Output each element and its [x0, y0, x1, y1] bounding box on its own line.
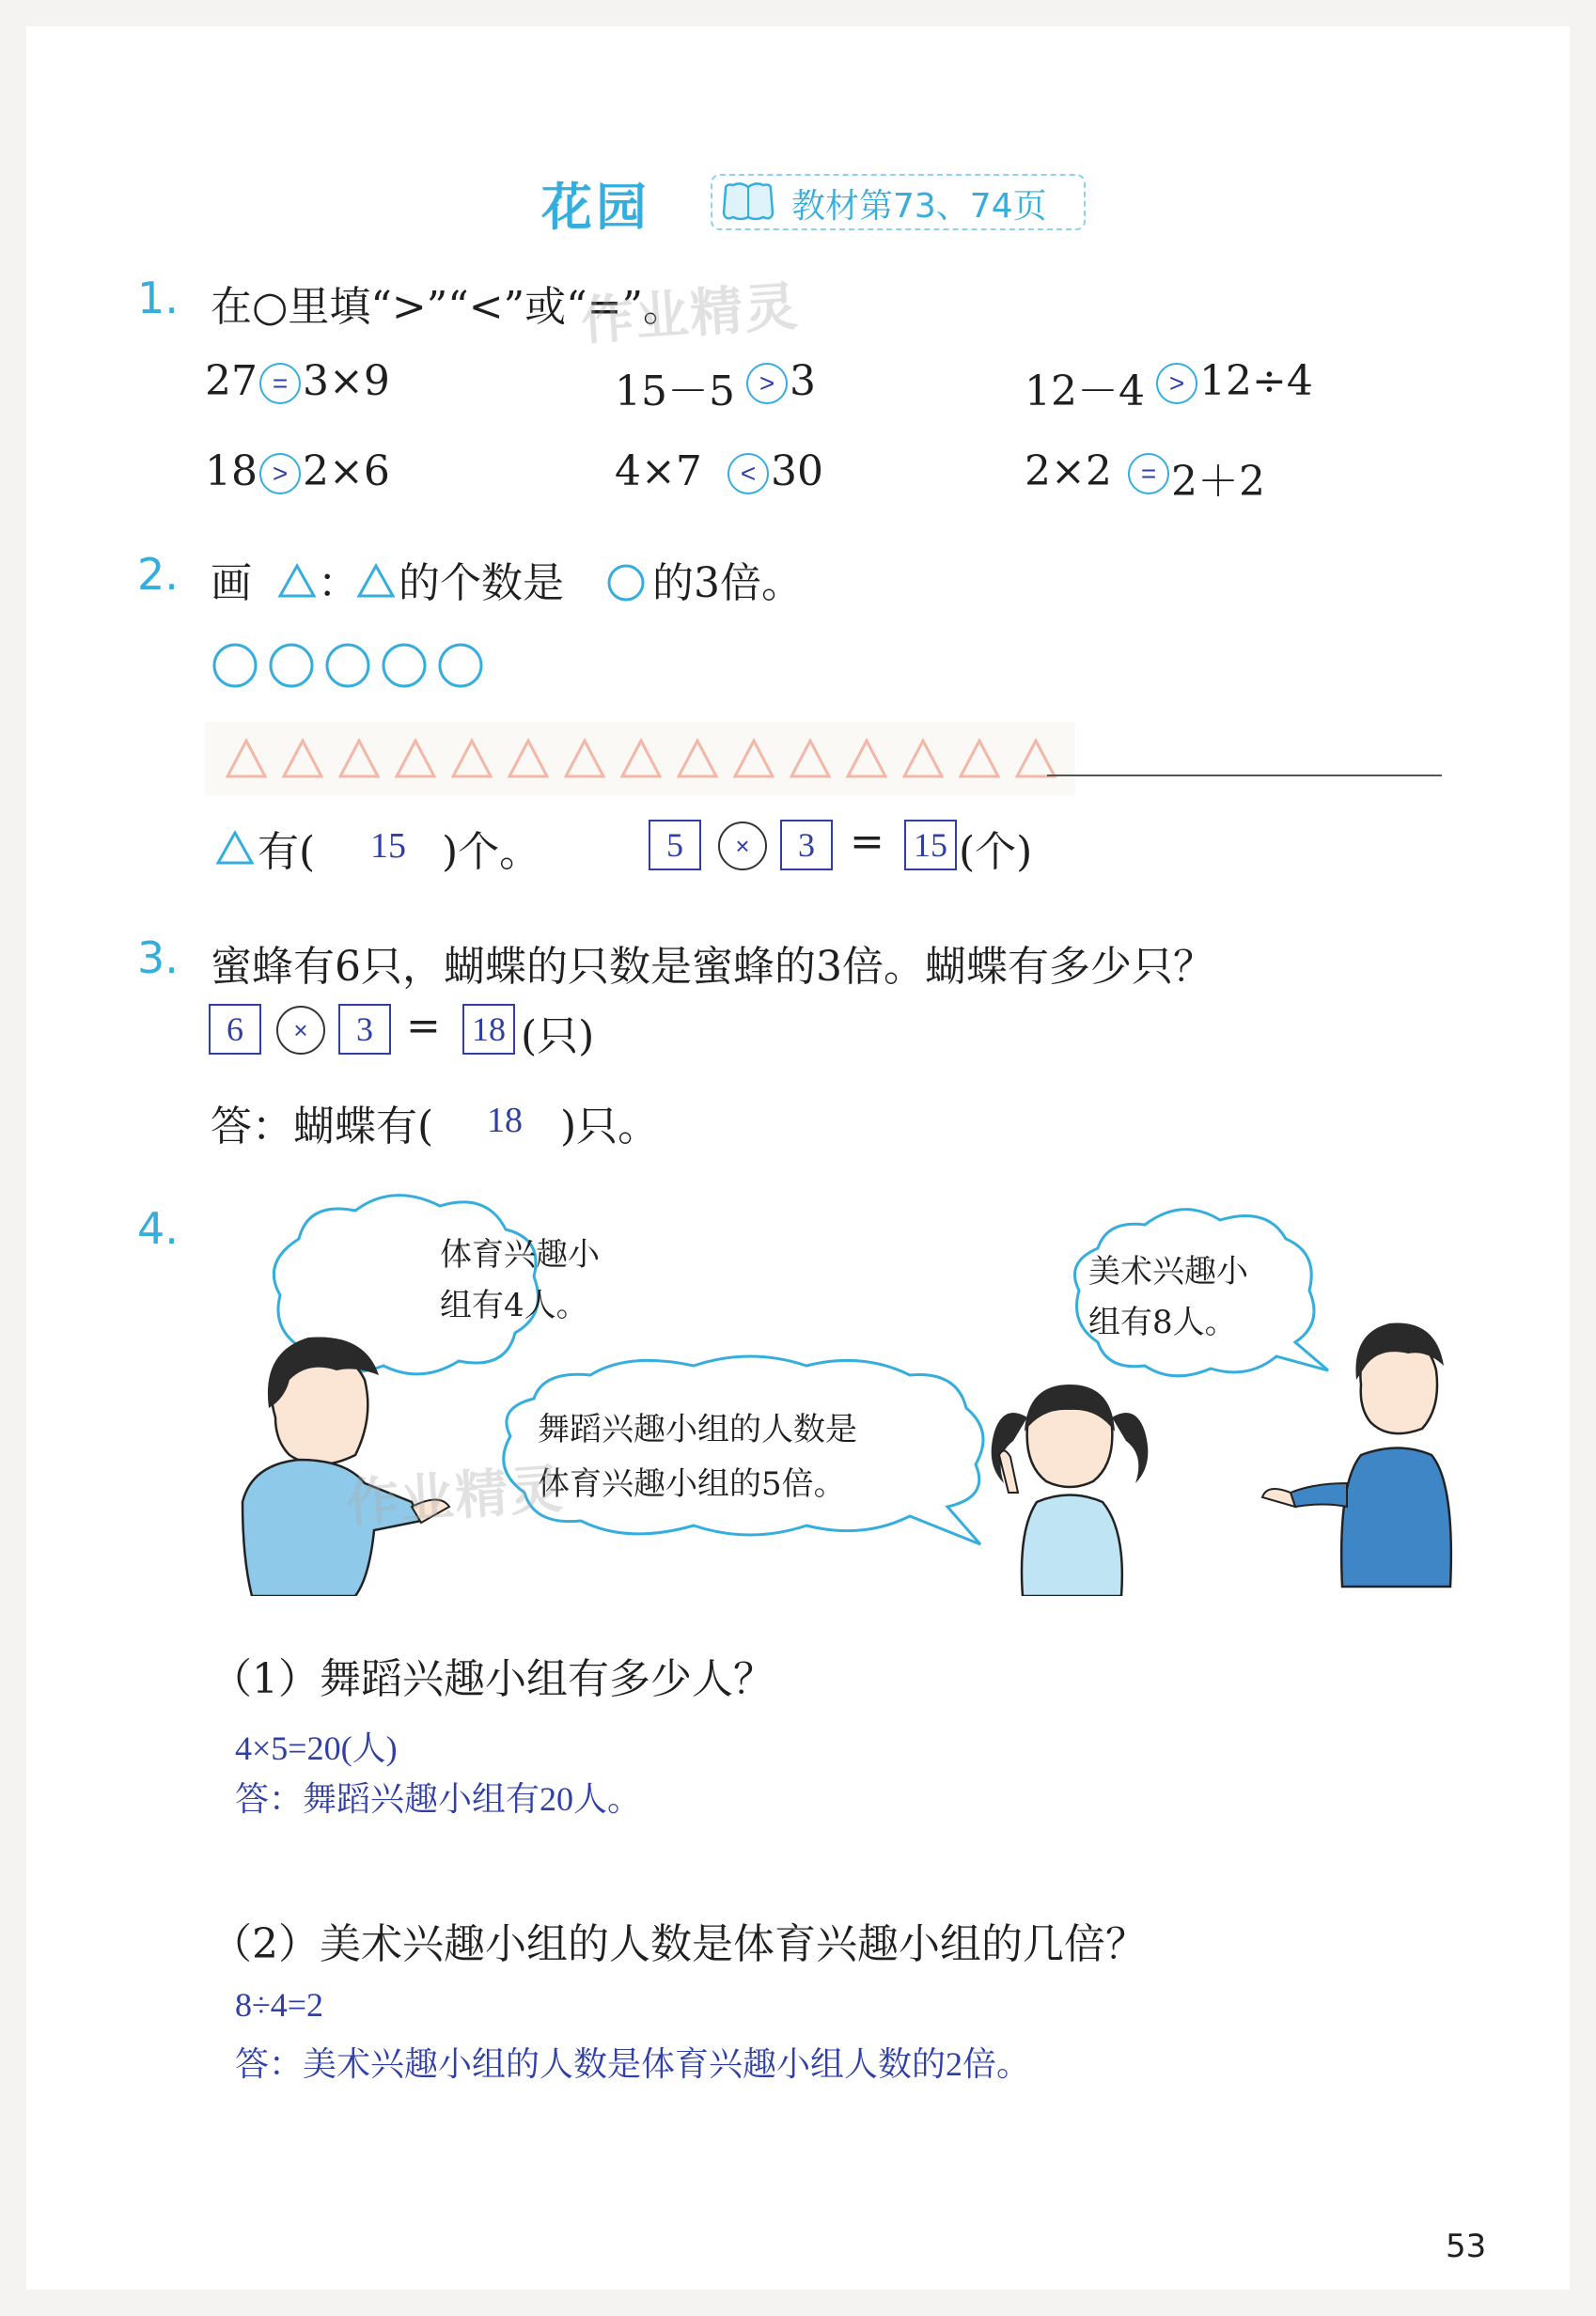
- q2-eq-unit: (个): [959, 828, 1033, 876]
- drawn-triangle: [622, 741, 660, 776]
- drawn-triangle: [397, 741, 434, 776]
- given-circle: [214, 645, 256, 686]
- bubble-center-line-2: 体育兴趣小组的5倍。: [538, 1465, 846, 1503]
- triangle-icon: [355, 562, 397, 600]
- q1-item-1-symbol: =: [259, 363, 301, 404]
- q1-item-5-right: 30: [771, 447, 823, 495]
- triangle-icon: [214, 829, 256, 867]
- q4-sub1-work: 4×5=20(人): [235, 1729, 398, 1767]
- q1-item-6-right: 2＋2: [1171, 458, 1265, 506]
- triangle-row: [209, 731, 1073, 788]
- q1-item-2-right: 3: [790, 357, 816, 405]
- drawn-triangle: [679, 741, 716, 776]
- q2-count-prefix: 有(: [258, 828, 316, 876]
- q4-sub1-question: （1）舞蹈兴趣小组有多少人？: [211, 1655, 775, 1703]
- textbook-reference-badge: [711, 174, 1086, 230]
- drawn-triangle: [961, 741, 998, 776]
- question-3-number: 3.: [137, 932, 179, 983]
- q1-item-4-symbol: >: [259, 453, 301, 494]
- bubble-left-line-1: 体育兴趣小: [440, 1236, 600, 1274]
- circle-icon: [605, 562, 647, 603]
- question-2-number: 2.: [137, 549, 179, 600]
- q3-eq-box-a: 6: [209, 1004, 261, 1055]
- q1-item-5-symbol: <: [728, 453, 769, 494]
- q2-eq-box-a: 5: [649, 820, 701, 870]
- circle-row: [205, 637, 524, 694]
- given-circle: [271, 645, 312, 686]
- page-number: 53: [1446, 2228, 1487, 2265]
- q2-instruction-a: 画: [211, 559, 252, 607]
- workbook-page: [26, 26, 1570, 2290]
- q1-item-2-symbol: >: [746, 363, 788, 404]
- q1-item-1-right: 3×9: [303, 357, 390, 405]
- q2-eq-result: 15: [904, 820, 957, 870]
- triangle-icon: [276, 562, 318, 600]
- q3-eq-unit: (只): [521, 1012, 595, 1060]
- drawn-triangle: [453, 741, 491, 776]
- q1-item-3-symbol: >: [1156, 363, 1197, 404]
- q1-item-5-left: 4×7: [615, 447, 702, 495]
- q1-item-6-symbol: =: [1128, 453, 1169, 494]
- boy-right-illustration: [1262, 1323, 1451, 1587]
- drawn-triangle: [566, 741, 603, 776]
- question-1-instruction: 在○里填“>”“<”或“=”。: [211, 283, 684, 331]
- q1-item-3-right: 12÷4: [1199, 357, 1313, 405]
- watermark-middle: 作业精灵: [344, 1458, 567, 1536]
- girl-illustration: [992, 1385, 1149, 1596]
- q4-sub2-question: （2）美术兴趣小组的人数是体育兴趣小组的几倍？: [211, 1920, 1147, 1968]
- drawn-triangle: [848, 741, 885, 776]
- q3-answer-value: 18: [487, 1101, 523, 1140]
- drawn-triangle: [904, 741, 942, 776]
- given-circle: [383, 645, 425, 686]
- bubble-center-line-1: 舞蹈兴趣小组的人数是: [538, 1411, 857, 1448]
- q3-answer-suffix: )只。: [560, 1103, 660, 1150]
- book-icon: [720, 181, 776, 223]
- q2-eq-box-b: 3: [780, 820, 833, 870]
- drawn-triangle: [227, 741, 265, 776]
- q1-item-4-right: 2×6: [303, 447, 390, 495]
- bubble-left-line-2: 组有4人。: [440, 1287, 588, 1324]
- bubble-right-line-2: 组有8人。: [1088, 1304, 1237, 1341]
- q2-eq-equals: =: [850, 818, 884, 866]
- drawing-line: [1047, 775, 1442, 776]
- given-circle: [440, 645, 481, 686]
- q1-item-1-left: 27: [205, 357, 258, 405]
- q3-text: 蜜蜂有6只，蝴蝶的只数是蜜蜂的3倍。蝴蝶有多少只？: [211, 943, 1214, 991]
- drawn-triangle: [1017, 741, 1055, 776]
- question-1-number: 1.: [137, 273, 179, 323]
- q3-answer-prefix: 答：蝴蝶有(: [211, 1103, 434, 1150]
- page-title: 花园: [541, 178, 650, 237]
- watermark-top: 作业精灵: [579, 275, 802, 353]
- q3-eq-equals: =: [406, 1002, 441, 1050]
- q1-item-4-left: 18: [205, 447, 258, 495]
- q2-eq-operator: ×: [718, 822, 767, 870]
- q2-count-suffix: )个。: [442, 828, 541, 876]
- drawn-triangle: [791, 741, 829, 776]
- drawn-triangle: [735, 741, 773, 776]
- q4-sub2-work: 8÷4=2: [235, 1986, 324, 2024]
- q4-sub1-answer: 答：舞蹈兴趣小组有20人。: [235, 1780, 642, 1818]
- drawn-triangle: [509, 741, 547, 776]
- q1-item-6-left: 2×2: [1025, 447, 1112, 495]
- given-circle: [327, 645, 368, 686]
- q3-eq-operator: ×: [276, 1006, 325, 1055]
- q2-instruction-b: ：: [318, 559, 359, 607]
- textbook-reference-text: 教材第73、74页: [791, 187, 1047, 226]
- q2-instruction-d: 的3倍。: [652, 559, 803, 607]
- drawn-triangle: [284, 741, 321, 776]
- question-4-number: 4.: [137, 1203, 179, 1254]
- q1-item-2-left: 15－5: [615, 368, 735, 415]
- q1-item-3-left: 12－4: [1025, 368, 1145, 415]
- drawn-triangle: [340, 741, 378, 776]
- bubble-right-line-1: 美术兴趣小: [1088, 1253, 1248, 1291]
- q3-eq-box-b: 3: [338, 1004, 391, 1055]
- q2-instruction-c: 的个数是: [399, 559, 564, 607]
- q2-count-answer: 15: [370, 826, 406, 866]
- q4-sub2-answer: 答：美术兴趣小组的人数是体育兴趣小组人数的2倍。: [235, 2045, 1031, 2083]
- q3-eq-result: 18: [462, 1004, 515, 1055]
